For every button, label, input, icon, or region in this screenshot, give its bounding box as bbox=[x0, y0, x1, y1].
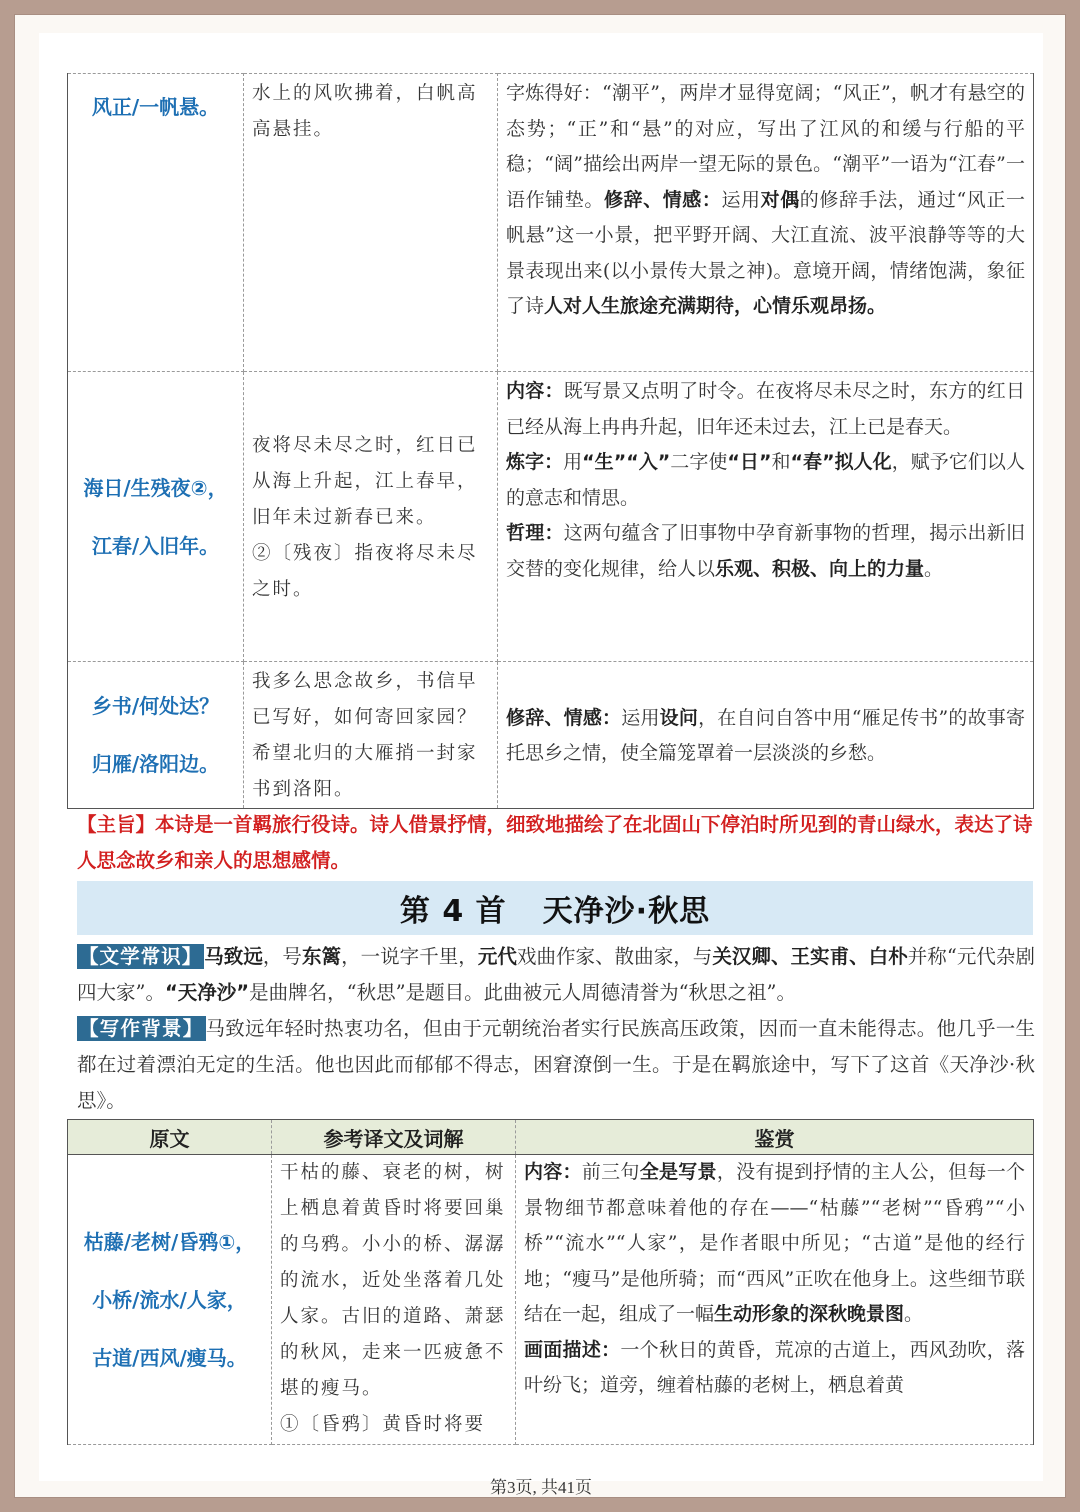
original-line: 风正/一帆悬。 bbox=[91, 95, 220, 119]
body-text: ，赋予它们以人的意志和情思。 bbox=[506, 451, 1025, 509]
emphasis-text: “生”“入” bbox=[582, 451, 671, 473]
original-text-cell bbox=[68, 74, 244, 372]
table-row bbox=[68, 662, 1034, 809]
translation-text: 干枯的藤、衰老的树，树上栖息着黄昏时将要回巢的乌鸦。小小的桥、潺潺的流水，近处坐落着几处人家。古旧的道路、萧瑟的秋风，走来一匹疲惫不堪的瘦马。 bbox=[280, 1162, 506, 1399]
footnote: ①〔昏鸦〕黄昏时将要 bbox=[280, 1414, 486, 1435]
emphasis-text: 元代 bbox=[477, 945, 517, 968]
emphasis-text: 生动形象的深秋晚景图 bbox=[714, 1303, 905, 1325]
original-line: 小桥/流水/人家， bbox=[92, 1287, 247, 1312]
appreciation-cell bbox=[498, 372, 1034, 662]
original-line: 江春/入旧年。 bbox=[91, 533, 220, 558]
section-title: 天净沙·秋思 bbox=[542, 894, 711, 929]
original-text-cell bbox=[68, 1155, 272, 1445]
table-row bbox=[68, 74, 1034, 372]
literary-knowledge-paragraph bbox=[77, 939, 1035, 1011]
body-text: ，在自问自答中用“雁足传书”的故事寄托思乡之情，使全篇笼罩着一层淡淡的乡愁。 bbox=[506, 706, 1025, 764]
original-line: 古道/西风/瘦马。 bbox=[92, 1345, 247, 1370]
emphasis-text: 东篱 bbox=[301, 945, 342, 968]
section-title-banner bbox=[77, 881, 1033, 935]
body-text: 。 bbox=[924, 557, 944, 580]
emphasis-text: 乐观、积极、向上的力量 bbox=[715, 557, 925, 580]
header-translation: 参考译文及词解 bbox=[272, 1120, 516, 1155]
body-text: 。 bbox=[904, 1303, 924, 1325]
body-text: ，一说字千里， bbox=[341, 945, 478, 968]
translation-cell: 我多么思念故乡，书信早已写好，如何寄回家园？希望北归的大雁捎一封家书到洛阳。 bbox=[244, 662, 498, 809]
emphasis-text: 对偶 bbox=[760, 188, 800, 211]
body-text: 二字使 bbox=[670, 451, 728, 473]
page-footer: 第3页, 共41页 bbox=[490, 1478, 592, 1497]
body-text: 这两句蕴含了旧事物中孕育新事物的哲理，揭示出新旧交替的变化规律，给人以 bbox=[506, 522, 1025, 580]
original-text-cell bbox=[68, 372, 244, 662]
literary-knowledge-text bbox=[77, 945, 1035, 1004]
emphasis-text: “天净沙” bbox=[164, 981, 250, 1004]
emphasis-text: 全是写景 bbox=[639, 1161, 717, 1183]
writing-background-tag: 【写作背景】 bbox=[79, 1017, 204, 1040]
original-line: 归雁/洛阳边。 bbox=[91, 752, 220, 776]
header-appreciation: 鉴赏 bbox=[516, 1120, 1034, 1155]
original-line: 乡书/何处达？ bbox=[91, 694, 220, 718]
page-content bbox=[39, 33, 1043, 1481]
emphasis-text: 人对人生旅途充满期待，心情乐观昂扬。 bbox=[544, 295, 887, 317]
emphasis-text: 设问 bbox=[659, 706, 699, 729]
emphasis-text: 马致远 bbox=[204, 945, 263, 968]
emphasis-text: 修辞、情感： bbox=[603, 188, 722, 211]
section-number: 第 4 首 bbox=[399, 894, 507, 929]
emphasis-text: 内容： bbox=[506, 380, 564, 402]
translation-cell: 水上的风吹拂着，白帆高高悬挂。 bbox=[244, 74, 498, 372]
emphasis-text: 修辞、情感： bbox=[506, 706, 622, 729]
body-text: 运用 bbox=[621, 706, 660, 729]
translation-cell bbox=[244, 372, 498, 662]
appreciation-cell bbox=[498, 74, 1034, 372]
page bbox=[14, 14, 1066, 1498]
body-text: 的修辞手法，通过“风正一帆悬”这一小景，把平野开阔、大江直流、波平浪静等等的大景表现出来(以小景传大景之神)。意境开阔，情绪饱满，象征了诗 bbox=[506, 188, 1025, 317]
body-text: 用 bbox=[563, 451, 583, 473]
table-header-row bbox=[68, 1120, 1034, 1155]
emphasis-text: “春”拟人化 bbox=[790, 451, 892, 473]
emphasis-text: 哲理： bbox=[506, 522, 564, 544]
body-text: 戏曲作家、散曲家，与 bbox=[516, 945, 713, 968]
emphasis-text: 炼字： bbox=[506, 451, 564, 473]
poem-table-1 bbox=[67, 73, 1034, 809]
body-text: 运用 bbox=[721, 188, 761, 211]
theme-summary: 【主旨】本诗是一首羁旅行役诗。诗人借景抒情，细致地描绘了在北固山下停泊时所见到的青山绿水，表达了诗人思念故乡和亲人的思想感情。 bbox=[77, 813, 1033, 872]
writing-background-text: 马致远年轻时热衷功名，但由于元朝统治者实行民族高压政策，因而一直未能得志。他几乎一生都在过着漂泊无定的生活。他也因此而郁郁不得志，困窘潦倒一生。于是在羁旅途中，写下了这首《天净沙·秋思》。 bbox=[77, 1017, 1035, 1112]
body-text: 并称“元代杂剧四大家”。 bbox=[77, 945, 1035, 1004]
body-text: ，没有提到抒情的主人公，但每一个景物细节都意味着他的存在——“枯藤”“老树”“昏鸦”“小桥”“流水”“人家”，是作者眼中所见；“古道”是他的经行地；“瘦马”是他所骑；而“西风”正吹在他身上。这些细节联结在一起，组成了一幅 bbox=[524, 1161, 1025, 1325]
original-line: 海日/生残夜②， bbox=[83, 475, 228, 500]
poem-table-2 bbox=[67, 1119, 1034, 1445]
appreciation-cell bbox=[498, 662, 1034, 809]
table-row bbox=[68, 372, 1034, 662]
footnote: ②〔残夜〕指夜将尽未尽之时。 bbox=[252, 542, 478, 600]
header-original: 原文 bbox=[68, 1120, 272, 1155]
body-text: 既写景又点明了时令。在夜将尽未尽之时，东方的红日已经从海上冉冉升起，旧年还未过去，江上已是春天。 bbox=[506, 380, 1025, 438]
emphasis-text: 关汉卿、王实甫、白朴 bbox=[712, 945, 908, 968]
body-text: 字炼得好：“潮平”，两岸才显得宽阔；“风正”，帆才有悬空的态势；“正”和“悬”的对应，写出了江风的和缓与行船的平稳；“阔”描绘出两岸一望无际的景色。“潮平”一语为“江春”一语作铺垫。 bbox=[506, 82, 1025, 211]
writing-background-paragraph bbox=[77, 1011, 1035, 1119]
body-text: 前三句 bbox=[581, 1161, 640, 1183]
original-line: 枯藤/老树/昏鸦①， bbox=[83, 1229, 256, 1254]
body-text: 是曲牌名，“秋思”是题目。此曲被元人周德清誉为“秋思之祖”。 bbox=[249, 981, 797, 1004]
body-text: 和 bbox=[771, 451, 791, 473]
table-row bbox=[68, 1155, 1034, 1445]
body-text: ，号 bbox=[262, 945, 302, 968]
emphasis-text: 画面描述： bbox=[524, 1338, 621, 1361]
body-text: 一个秋日的黄昏，荒凉的古道上，西风劲吹，落叶纷飞；道旁，缠着枯藤的老树上，栖息着黄 bbox=[524, 1338, 1025, 1396]
emphasis-text: “日” bbox=[727, 451, 772, 473]
appreciation-cell bbox=[516, 1155, 1034, 1445]
translation-cell bbox=[272, 1155, 516, 1445]
original-text-cell bbox=[68, 662, 244, 809]
literary-knowledge-tag: 【文学常识】 bbox=[79, 945, 203, 968]
translation-text: 夜将尽未尽之时，红日已从海上升起，江上春早，旧年未过新春已来。 bbox=[252, 434, 478, 528]
emphasis-text: 内容： bbox=[524, 1161, 582, 1183]
